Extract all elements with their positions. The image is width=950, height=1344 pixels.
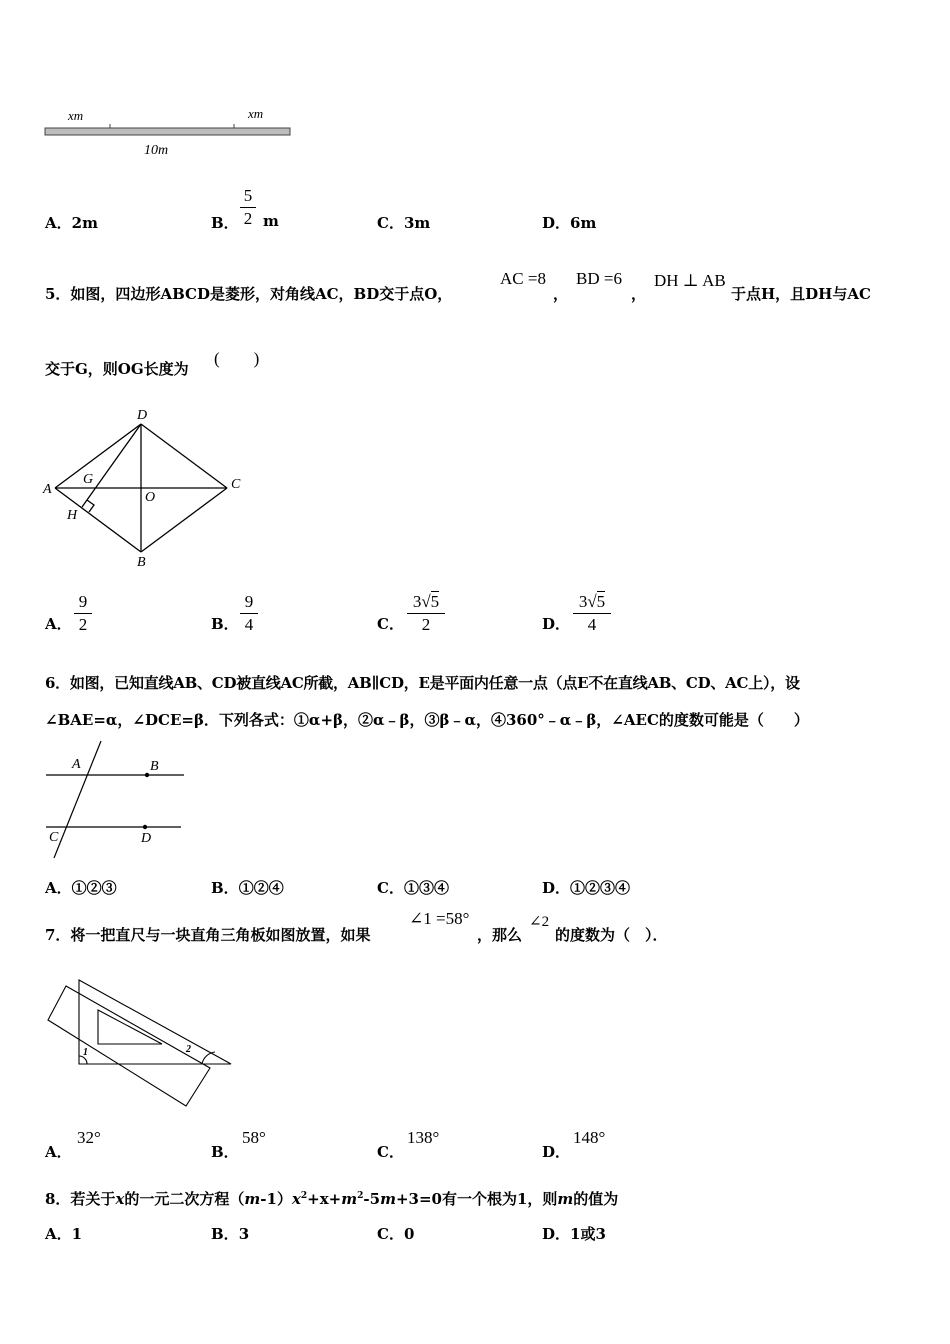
q7-figure-ruler-triangle xyxy=(40,970,240,1112)
label-B: B xyxy=(150,759,159,774)
q7-option-d[interactable]: D． xyxy=(542,1143,571,1161)
q5-option-d-fraction: 3√5 4 xyxy=(573,592,611,635)
q7-option-a[interactable]: A． xyxy=(45,1143,72,1161)
q5-option-c[interactable]: C． xyxy=(377,615,404,633)
q4-option-b-fraction: 5 2 xyxy=(240,186,256,229)
label-D: D xyxy=(137,408,148,423)
label-G: G xyxy=(83,472,94,487)
q5-option-d[interactable]: D． xyxy=(542,615,571,633)
q4-option-b-unit: m xyxy=(263,212,279,230)
label-10m: 10m xyxy=(144,143,169,158)
q5-comma1: ， xyxy=(553,285,569,303)
q5-eq-dh-perp-ab: DH ⊥ AB xyxy=(654,271,726,290)
q7-option-c-value: 138° xyxy=(407,1128,440,1147)
label-B: B xyxy=(137,555,146,570)
q6-option-a[interactable]: A．①②③ xyxy=(45,879,117,897)
q7-option-b-value: 58° xyxy=(242,1128,266,1147)
q5-option-a[interactable]: A． xyxy=(45,615,72,633)
q8-option-d[interactable]: D．1或3 xyxy=(542,1225,606,1243)
q5-eq-ac: AC =8 xyxy=(500,269,546,288)
q5-stem-part1: 5．如图，四边形ABCD是菱形，对角线AC，BD交于点O， xyxy=(45,285,453,303)
label-xm-right: xm xyxy=(248,106,264,121)
label-1: 1 xyxy=(83,1047,88,1058)
q5-option-c-fraction: 3√5 2 xyxy=(407,592,445,635)
q5-figure-rhombus xyxy=(40,402,250,572)
q7-option-a-value: 32° xyxy=(77,1128,101,1147)
q7-option-b[interactable]: B． xyxy=(211,1143,239,1161)
label-A: A xyxy=(72,757,81,772)
q7-eq-angle1: ∠1 =58° xyxy=(409,909,470,928)
label-A: A xyxy=(43,482,52,497)
label-xm-left: xm xyxy=(68,108,84,123)
q4-option-a[interactable]: A．2m xyxy=(45,214,98,232)
q7-eq-angle2: ∠2 xyxy=(529,914,550,930)
q6-stem-line2: ∠BAE=α，∠DCE=β．下列各式：①α+β，②α﹣β，③β﹣α，④360°﹣α﹣β，∠AEC的度数可能是（ ） xyxy=(45,711,809,729)
q6-option-d[interactable]: D．①②③④ xyxy=(542,879,631,897)
q8-option-a[interactable]: A．1 xyxy=(45,1225,83,1243)
q5-option-b[interactable]: B． xyxy=(211,615,239,633)
q7-stem-part1: 7．将一把直尺与一块直角三角板如图放置，如果 xyxy=(45,926,371,944)
q5-eq-bd: BD =6 xyxy=(576,269,622,288)
label-C: C xyxy=(49,830,59,845)
label-2: 2 xyxy=(186,1044,191,1055)
q8-option-c[interactable]: C．0 xyxy=(377,1225,415,1243)
label-D: D xyxy=(141,831,152,846)
q6-option-b[interactable]: B．①②④ xyxy=(211,879,284,897)
q5-comma2: ， xyxy=(631,285,647,303)
q7-option-c[interactable]: C． xyxy=(377,1143,404,1161)
q6-option-c[interactable]: C．①③④ xyxy=(377,879,449,897)
q4-option-d[interactable]: D．6m xyxy=(542,214,597,232)
q4-figure xyxy=(40,100,300,162)
q6-figure-parallel-lines xyxy=(40,738,190,863)
q5-option-a-fraction: 9 2 xyxy=(74,592,92,635)
q7-option-d-value: 148° xyxy=(573,1128,606,1147)
q7-stem-part3: 的度数为（ ）． xyxy=(555,926,668,944)
q6-stem-line1: 6．如图，已知直线AB、CD被直线AC所截，AB∥CD，E是平面内任意一点（点E不在直线AB、CD、AC上），设 xyxy=(45,674,800,692)
label-H: H xyxy=(67,508,78,523)
q5-stem-part2: 于点H，且DH与AC xyxy=(731,285,871,303)
q8-stem: 8．若关于x的一元二次方程$(m-1)x^2+x+m^2-5m+3=0$有一个根为1，则m的值为 xyxy=(45,1190,619,1208)
q4-option-c[interactable]: C．3m xyxy=(377,214,431,232)
q5-answer-paren: ( ) xyxy=(214,349,260,368)
q5-stem-line2: 交于G，则OG长度为 xyxy=(45,360,189,378)
label-O: O xyxy=(145,490,156,505)
label-C: C xyxy=(231,477,241,492)
q4-option-b[interactable]: B． xyxy=(211,214,239,232)
q5-option-b-fraction: 9 4 xyxy=(240,592,258,635)
q8-option-b[interactable]: B．3 xyxy=(211,1225,250,1243)
q7-stem-part2: ，那么 xyxy=(477,926,523,944)
